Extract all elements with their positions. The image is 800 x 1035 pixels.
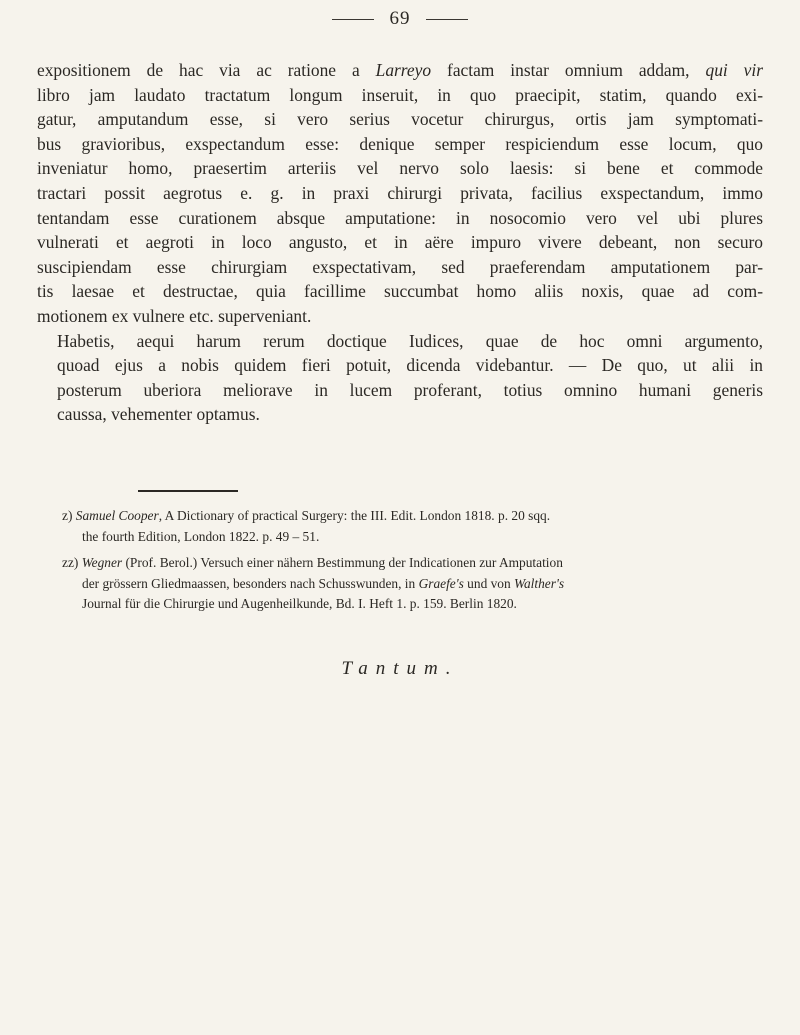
italic-name: Walther's: [514, 575, 565, 591]
paragraph-1: [37, 58, 763, 329]
left-dash: [332, 19, 374, 20]
text-line: gatur, amputandum esse, si vero serius vocetur chirurgus, ortis jam symptomati-: [37, 109, 763, 130]
footnotes: [62, 506, 732, 621]
italic-name: qui vir: [705, 60, 764, 80]
footnote-line: zz) Wegner (Prof. Berol.) Versuch einer nähern Bestimmung der Indicationen zur Amputation: [62, 555, 563, 571]
italic-name: Samuel Cooper: [75, 508, 159, 523]
footnote-z: [62, 506, 732, 547]
text-line: libro jam laudato tractatum longum inseruit, in quo praecipit, statim, quando exi-: [37, 84, 763, 105]
text-line: Habetis, aequi harum rerum doctique Iudices, quae de hoc omni argumento,: [57, 330, 763, 351]
footnote-line: the fourth Edition, London 1822. p. 49 – 51.: [82, 528, 320, 544]
text-line: tentandam esse curationem absque amputatione: in nosocomio vero vel ubi plures: [37, 207, 763, 228]
text-line: tractari possit aegrotus e. g. in praxi chirurgi privata, facilius exspectandum, immo: [37, 182, 763, 203]
italic-name: Larreyo: [375, 60, 432, 80]
paragraph-2: [37, 329, 763, 427]
italic-name: Graefe's: [418, 575, 464, 591]
text-line: suscipiendam esse chirurgiam exspectativam, sed praeferendam amputationem par-: [37, 256, 763, 277]
page-number: [0, 8, 800, 30]
text-line: inveniatur homo, praesertim arteriis vel nervo solo laesis: si bene et commode: [37, 158, 763, 179]
text-line: tis laesae et destructae, quia facillime succumbat homo aliis noxis, quae ad com-: [37, 281, 763, 302]
text-line: quoad ejus a nobis quidem fieri potuit, dicenda videbantur. — De quo, ut alii in: [57, 355, 763, 376]
footnote-separator: [138, 490, 238, 492]
closing-word: Tantum.: [341, 658, 459, 679]
text-line: posterum uberiora meliorave in lucem proferant, totius omnino humani generis: [57, 379, 763, 400]
text-line: bus gravioribus, exspectandum esse: denique semper respiciendum esse locum, quo: [37, 133, 763, 154]
footnote-zz: [62, 553, 732, 615]
main-text: [37, 58, 763, 427]
text-line: expositionem de hac via ac ratione a Larreyo factam instar omnium addam, qui vir: [37, 60, 764, 80]
page-number-text: 69: [389, 8, 411, 29]
text-line: motionem ex vulnere etc. superveniant.: [37, 305, 312, 326]
text-line: caussa, vehementer optamus.: [57, 404, 260, 425]
right-dash: [426, 19, 468, 20]
text-line: vulnerati et aegroti in loco angusto, et in aëre impuro vivere debeant, non securo: [37, 232, 763, 253]
italic-name: Wegner: [81, 555, 123, 571]
footnote-line: Journal für die Chirurgie und Augenheilkunde, Bd. I. Heft 1. p. 159. Berlin 1820.: [82, 596, 517, 612]
footnote-line: z) Samuel Cooper, A Dictionary of practical Surgery: the III. Edit. London 1818. p. 20 sqq.: [62, 508, 551, 523]
footnote-line: der grössern Gliedmaassen, besonders nach Schusswunden, in Graefe's und von Walther's: [82, 575, 565, 591]
